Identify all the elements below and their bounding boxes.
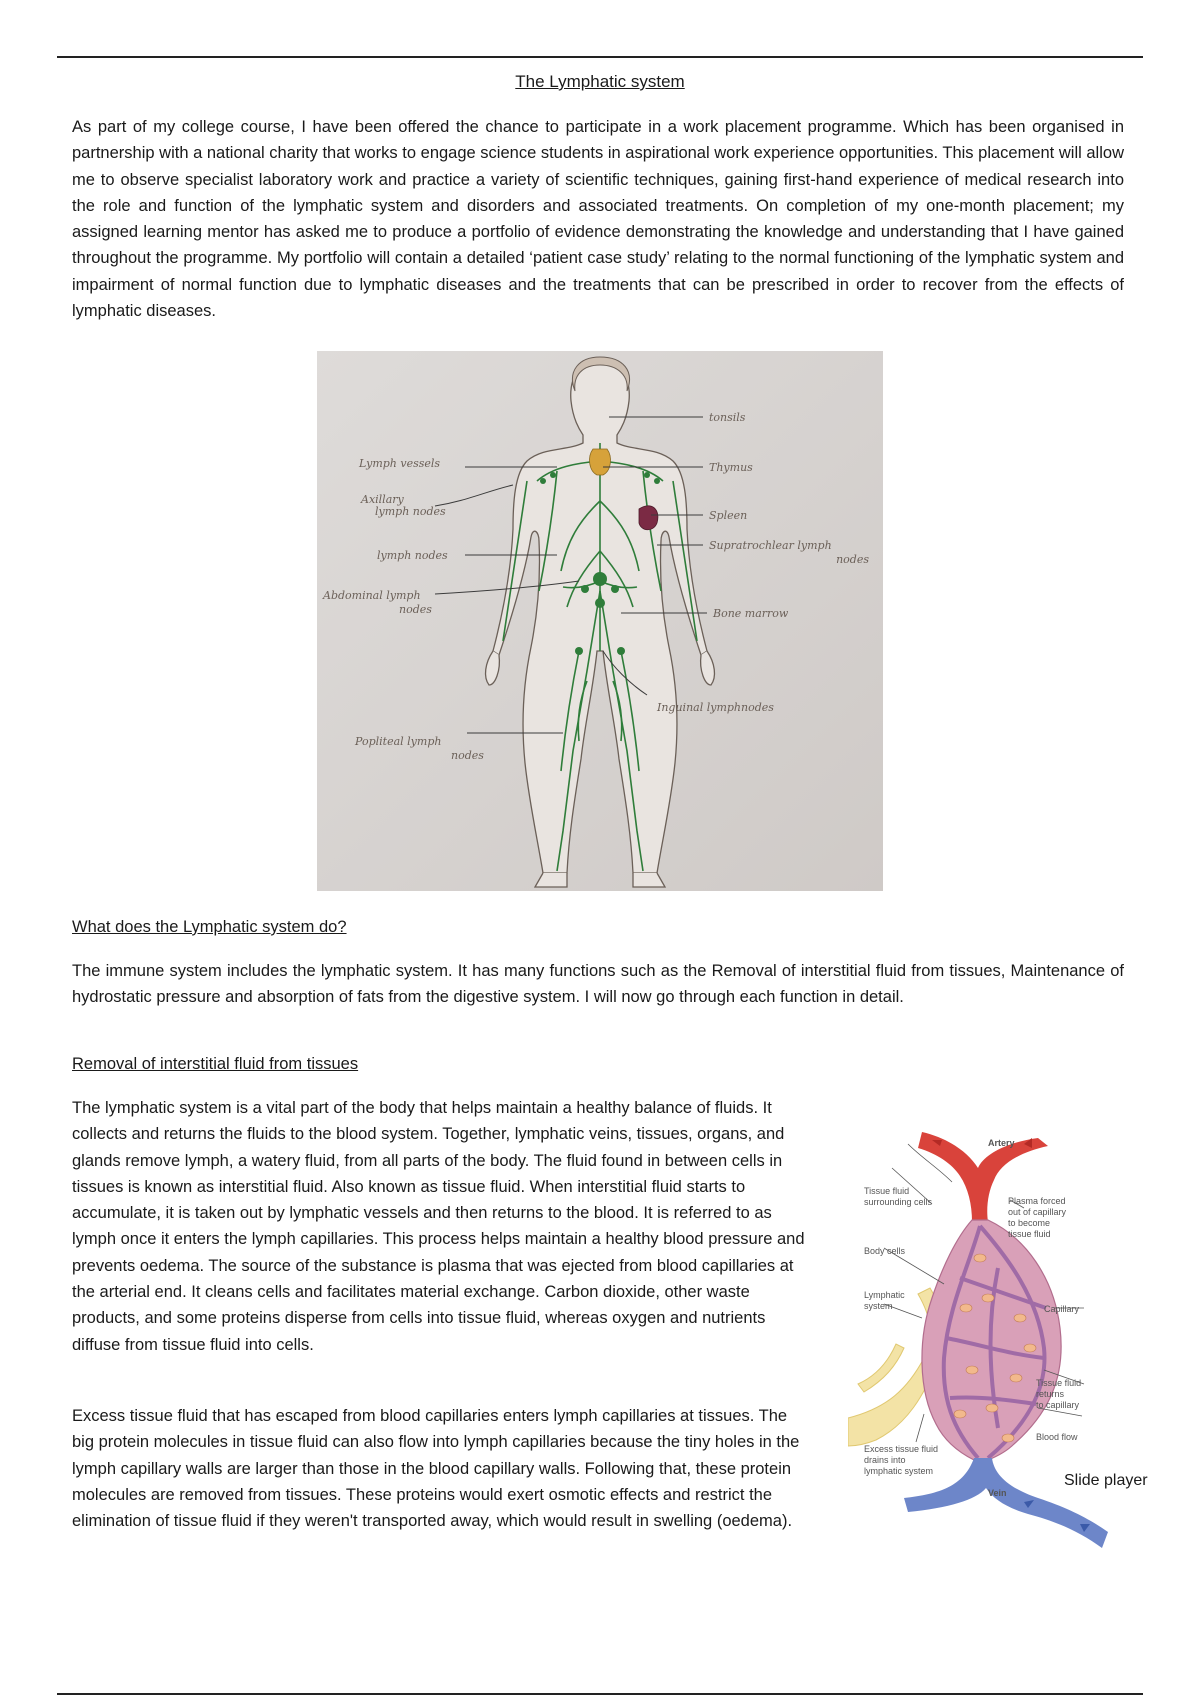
functions-paragraph: The immune system includes the lymphatic system. It has many functions such as the Removal of interstitial fluid from tissues, Maintenance of hydrostatic pressure and absorption of fats from the digestive system. I will now go through each function in detail. [72,962,1124,1007]
lymphatic-system-drawing [317,351,883,891]
label-abdominal-line2: nodes [399,603,432,616]
label-popliteal-line1: Popliteal lymph [355,735,442,748]
label-blood-flow: Blood flow [1036,1432,1078,1442]
label-vein: Vein [988,1488,1007,1498]
intro-paragraph: As part of my college course, I have been offered the chance to participate in a work placement programme. Which has been organised in partnership with a national charity that works to engage science students in aspirational work experience opportunities. This placement will allow me to observe specialist laboratory work and practice a variety of scientific techniques, gaining first-hand experience of medical research into the role and function of the lymphatic system and disorders and associated treatments. On completion of my one-month placement; my assigned learning mentor has asked me to produce a portfolio of evidence demonstrating the knowledge and understanding that I have gained throughout the programme. My portfolio will contain a detailed ‘patient case study’ relating to the normal functioning of the lymphatic system and impairment of normal function due to lymphatic diseases and the treatments that can be prescribed in order to recover from the effects of lymphatic diseases. [72,118,1124,321]
label-plasma-line3: to become [1008,1218,1051,1228]
removal-paragraph-1: The lymphatic system is a vital part of the body that helps maintain a healthy balance of fluids. It collects and returns the fluids to the blood system. Together, lymphatic veins, tissues, organs, and glands remove lymph, a watery fluid, from all parts of the body. The fluid found in between cells in tissues is known as interstitial fluid. Also known as tissue fluid. When interstitial fluid starts to accumulate, it is taken out by lymphatic vessels and then returns to the blood. It is referred to as lymph once it enters the lymph capillaries. This process helps maintain a healthy blood pressure and prevents oedema. The source of the substance is plasma that was ejected from blood capillaries at the arterial end. It cleans cells and facilitates material exchange. Carbon dioxide, other waste products, and some proteins disperse from cells into tissue fluid, whereas oxygen and nutrients diffuse from tissue fluid into cells. [72,1099,805,1354]
figure-credit: Slide player [1064,1472,1148,1489]
label-returns-line1: Tissue fluid [1036,1378,1082,1388]
label-thymus: Thymus [709,461,753,474]
page-title: The Lymphatic system [515,72,685,91]
top-rule [57,56,1143,58]
label-excess-line1: Excess tissue fluid [864,1444,939,1454]
label-axillary-line1: Axillary [361,493,404,506]
label-lymph-vessels: Lymph vessels [359,457,441,470]
capillary-bed-diagram [848,1108,1118,1558]
label-excess-line2: drains into [864,1455,906,1465]
label-popliteal-line2: nodes [451,749,484,762]
label-lymphatic-line1: Lymphatic [864,1290,905,1300]
label-returns-line2: returns [1036,1389,1065,1399]
label-excess-line3: lymphatic system [864,1466,934,1476]
label-plasma-line4: tissue fluid [1008,1229,1051,1239]
thymus-shape [590,449,611,475]
label-tonsils: tonsils [709,411,746,424]
bottom-rule [57,1693,1143,1695]
label-inguinal: Inguinal lymphnodes [657,701,774,714]
section-heading-functions: What does the Lymphatic system do? [72,918,347,936]
label-bone-marrow: Bone marrow [713,607,789,620]
label-supratrochlear-line2: nodes [836,553,869,566]
label-plasma-line2: out of capillary [1008,1207,1067,1217]
label-lymph-nodes: lymph nodes [377,549,448,562]
label-abdominal-line1: Abdominal lymph [323,589,421,602]
label-capillary: Capillary [1044,1304,1080,1314]
label-lymphatic-line2: system [864,1301,893,1311]
label-tissue-fluid-line2: surrounding cells [864,1197,933,1207]
section-heading-removal: Removal of interstitial fluid from tissues [72,1055,359,1073]
label-tissue-fluid-line1: Tissue fluid [864,1186,910,1196]
label-spleen: Spleen [709,509,748,522]
label-body-cells: Body cells [864,1246,906,1256]
label-plasma-line1: Plasma forced [1008,1196,1066,1206]
label-supratrochlear-line1: Supratrochlear lymph [709,539,832,552]
label-artery: Artery [988,1138,1015,1148]
spleen-shape [639,506,658,530]
removal-paragraph-2: Excess tissue fluid that has escaped from blood capillaries enters lymph capillaries at tissues. The big protein molecules in tissue fluid can also flow into lymph capillaries because the tiny holes in the lymph capillary walls are larger than those in the blood capillary walls. Following that, these protein molecules are removed from tissues. These proteins would exert osmotic effects and restrict the elimination of tissue fluid if they weren't transported away, which would result in swelling (oedema). [72,1407,800,1531]
label-returns-line3: to capillary [1036,1400,1080,1410]
label-axillary-line2: lymph nodes [375,505,446,518]
